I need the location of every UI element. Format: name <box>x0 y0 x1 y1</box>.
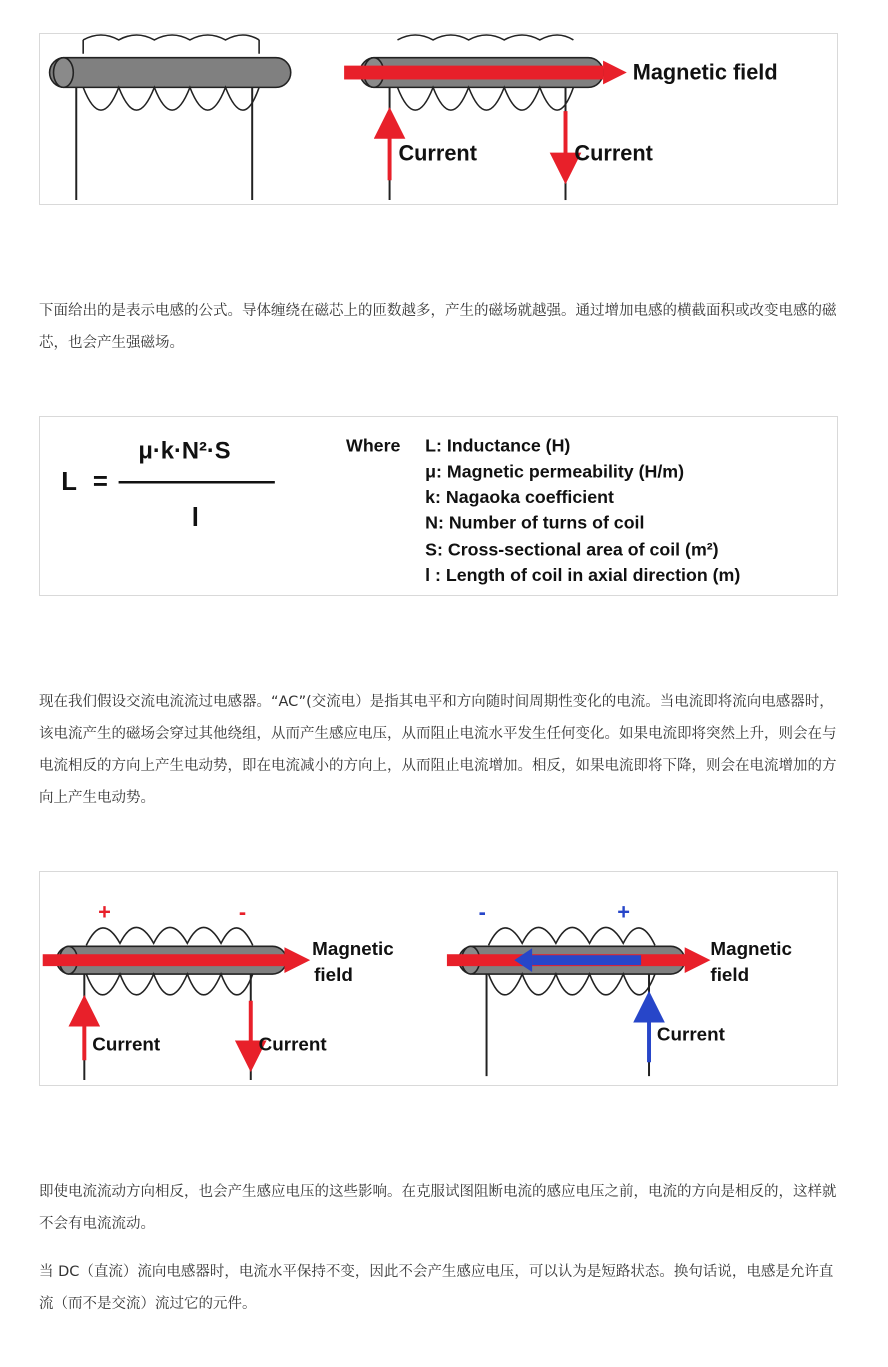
current-out-label: Current <box>574 140 653 166</box>
definition-line: N: Number of turns of coil <box>425 512 645 533</box>
formula-lhs: L <box>61 468 77 497</box>
formula-numerator: μ·k·N²·S <box>138 438 231 465</box>
formula-equals: = <box>92 468 108 497</box>
current-out-label: Current <box>258 1033 327 1055</box>
plain-coil <box>50 35 291 200</box>
current-in-label: Current <box>92 1033 161 1055</box>
magnetic-field-label: Magnetic <box>312 938 394 960</box>
magnetic-field-label: Magnetic <box>710 938 792 960</box>
current-label: Current <box>656 1023 725 1045</box>
magnetic-field-label: Magnetic field <box>632 59 778 85</box>
magnetic-field-arrow <box>344 66 603 80</box>
plus-sign: + <box>617 899 631 925</box>
paragraph-formula-intro: 下面给出的是表示电感的公式。导体缠绕在磁芯上的匝数越多，产生的磁场就越强。通过增加电感的横截面积或改变电感的磁芯，也会产生强磁场。 <box>39 303 837 351</box>
where-label: Where <box>346 435 401 456</box>
definition-line: k: Nagaoka coefficient <box>425 487 614 508</box>
paragraph-reverse-direction: 即使电流流动方向相反，也会产生感应电压的这些影响。在克服试图阻断电流的感应电压之前，电流的方向是相反的，这样就不会有电流流动。 <box>39 1184 837 1232</box>
magnetic-field-label: field <box>710 963 750 985</box>
coil-current-figure <box>39 33 838 205</box>
magnetic-field-label: field <box>314 963 353 985</box>
definition-line: l : Length of coil in axial direction (m) <box>425 565 741 586</box>
paragraph-ac-current: 现在我们假设交流电流流过电感器。“AC”(交流电）是指其电平和方向随时间周期性变化的电流。当电流即将流向电感器时，该电流产生的磁场会穿过其他绕组，从而产生感应电压，从而阻止电流水平发生任何变化。如果电流即将突然上升，则会在与电流相反的方向上产生电动势，即在电流减小的方向上，从而阻止电流增加。相反，如果电流即将下降，则会在电流增加的方向上产生电动势。 <box>39 694 837 806</box>
opposing-emf-coil <box>447 900 792 1077</box>
formula-denominator: l <box>191 503 199 532</box>
minus-sign: - <box>478 899 486 925</box>
inductance-formula-figure <box>39 416 838 596</box>
current-in-label: Current <box>398 140 477 166</box>
plus-sign: + <box>98 899 111 925</box>
definition-line: μ: Magnetic permeability (H/m) <box>425 461 685 482</box>
rising-current-coil <box>43 900 394 1080</box>
minus-sign: - <box>238 899 247 925</box>
energized-coil <box>344 35 627 200</box>
definition-line: L: Inductance (H) <box>425 435 571 456</box>
induced-emf-figure <box>39 871 838 1086</box>
paragraph-dc-current: 当 DC（直流）流向电感器时，电流水平保持不变，因此不会产生感应电压，可以认为是短路状态。换句话说，电感是允许直流（而不是交流）流过它的元件。 <box>39 1264 834 1312</box>
definition-line: S: Cross-sectional area of coil (m²) <box>425 539 719 560</box>
